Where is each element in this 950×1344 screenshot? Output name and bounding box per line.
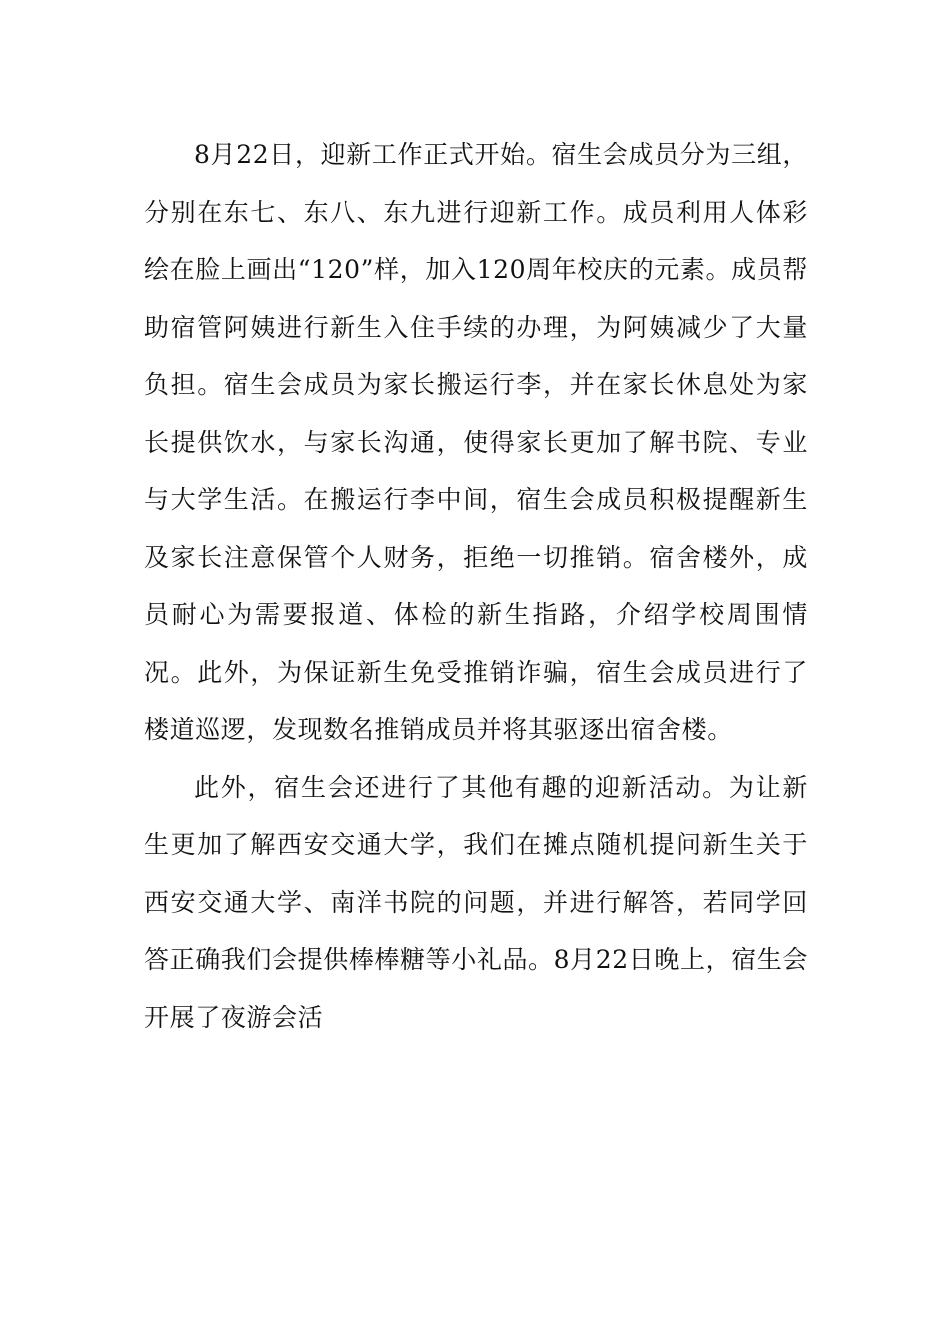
- paragraph-2: 此外，宿生会还进行了其他有趣的迎新活动。为让新生更加了解西安交通大学，我们在摊点随机提问新生关于西安交通大学、南洋书院的问题，并进行解答，若同学回答正确我们会提供棒棒糖等小礼品。8月22日晚上，宿生会开展了夜游会活: [144, 772, 808, 1032]
- document-body: [144, 126, 808, 1046]
- paragraph-1: 8月22日，迎新工作正式开始。宿生会成员分为三组，分别在东七、东八、东九进行迎新工作。成员利用人体彩绘在脸上画出“120”样，加入120周年校庆的元素。成员帮助宿管阿姨进行新生入住手续的办理，为阿姨减少了大量负担。宿生会成员为家长搬运行李，并在家长休息处为家长提供饮水，与家长沟通，使得家长更加了解书院、专业与大学生活。在搬运行李中间，宿生会成员积极提醒新生及家长注意保管个人财务，拒绝一切推销。宿舍楼外，成员耐心为需要报道、体检的新生指路，介绍学校周围情况。此外，为保证新生免受推销诈骗，宿生会成员进行了楼道巡逻，发现数名推销成员并将其驱逐出宿舍楼。: [144, 140, 808, 744]
